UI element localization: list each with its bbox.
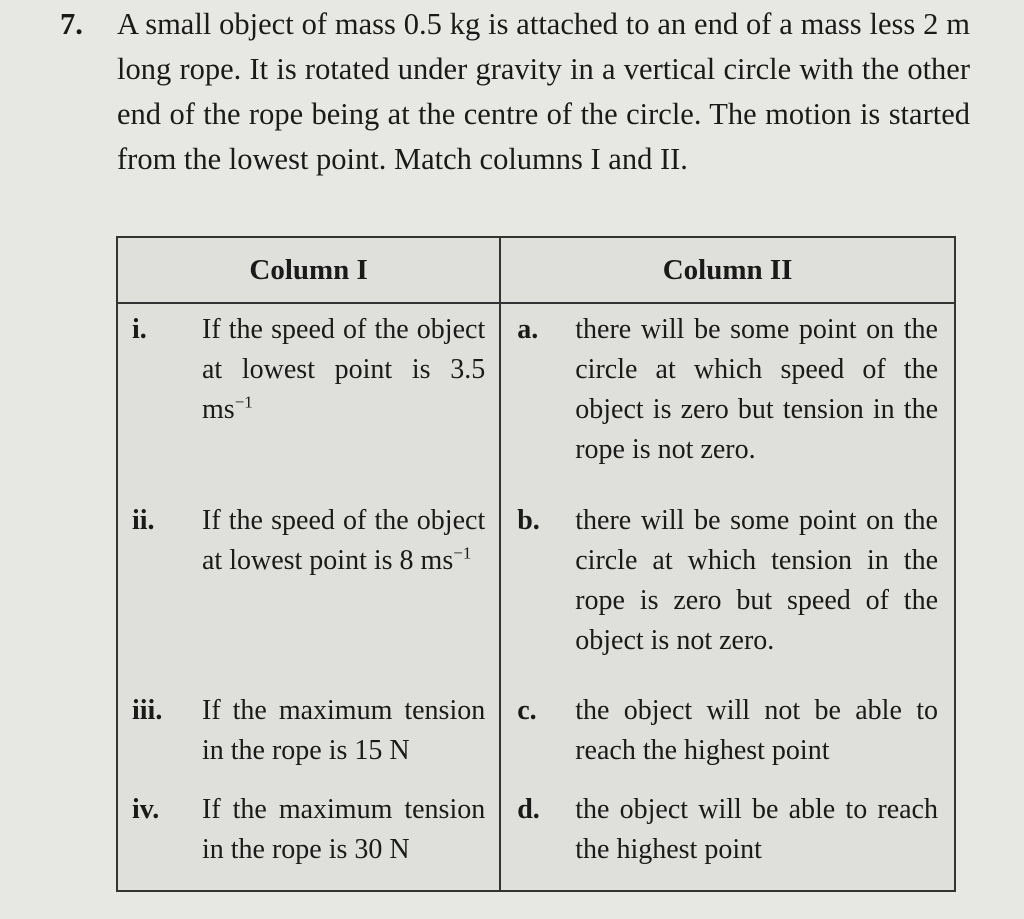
row-label: a. xyxy=(517,314,539,345)
row-label: iv. xyxy=(132,794,160,826)
column-2-cell xyxy=(500,790,955,891)
row-text: If the maximum tension in the rope is 30 N xyxy=(202,794,486,866)
row-label: i. xyxy=(132,314,147,345)
column-2-cell xyxy=(500,303,955,501)
row-text: If the speed of the object at lowest point is 3.5 $ms^{-1}$ xyxy=(202,314,486,425)
superscript: −1 xyxy=(234,392,253,412)
row-label: b. xyxy=(517,504,540,536)
row-text: If the maximum tension in the rope is 15 N xyxy=(202,694,486,766)
question xyxy=(60,2,970,182)
table-row xyxy=(117,303,955,501)
table-row xyxy=(117,691,955,791)
column-2-cell xyxy=(500,501,955,691)
row-label: d. xyxy=(517,794,540,826)
table-row xyxy=(117,790,955,891)
row-label: iii. xyxy=(132,694,163,726)
row-text: there will be some point on the circle at which speed of the object is zero but tension in the rope is not zero. xyxy=(575,314,938,465)
column-1-cell xyxy=(117,790,500,891)
row-text: the object will not be able to reach the highest point xyxy=(575,694,938,766)
column-1-cell xyxy=(117,501,500,691)
row-label: ii. xyxy=(132,504,155,536)
column-1-cell xyxy=(117,303,500,501)
column-1-header: Column I xyxy=(117,237,500,303)
table-row xyxy=(117,501,955,691)
match-table xyxy=(116,236,956,892)
row-text: the object will be able to reach the highest point xyxy=(575,794,938,866)
column-2-cell xyxy=(500,691,955,791)
column-1-cell xyxy=(117,691,500,791)
question-number: 7. xyxy=(60,7,83,41)
superscript: −1 xyxy=(453,543,472,563)
row-text: If the speed of the object at lowest point is 8 $ms^{-1}$ xyxy=(202,504,486,576)
column-2-header: Column II xyxy=(500,237,955,303)
table-header-row xyxy=(117,237,955,303)
question-text: A small object of mass 0.5 kg is attached to an end of a mass less 2 m long rope. It is rotated under gravity in a vertical circle with the other end of the rope being at the centre of the circle. The motion is started from the lowest point. Match columns I and II. xyxy=(117,7,970,176)
row-text: there will be some point on the circle at which tension in the rope is zero but speed of the object is not zero. xyxy=(575,504,938,656)
row-label: c. xyxy=(517,694,537,726)
